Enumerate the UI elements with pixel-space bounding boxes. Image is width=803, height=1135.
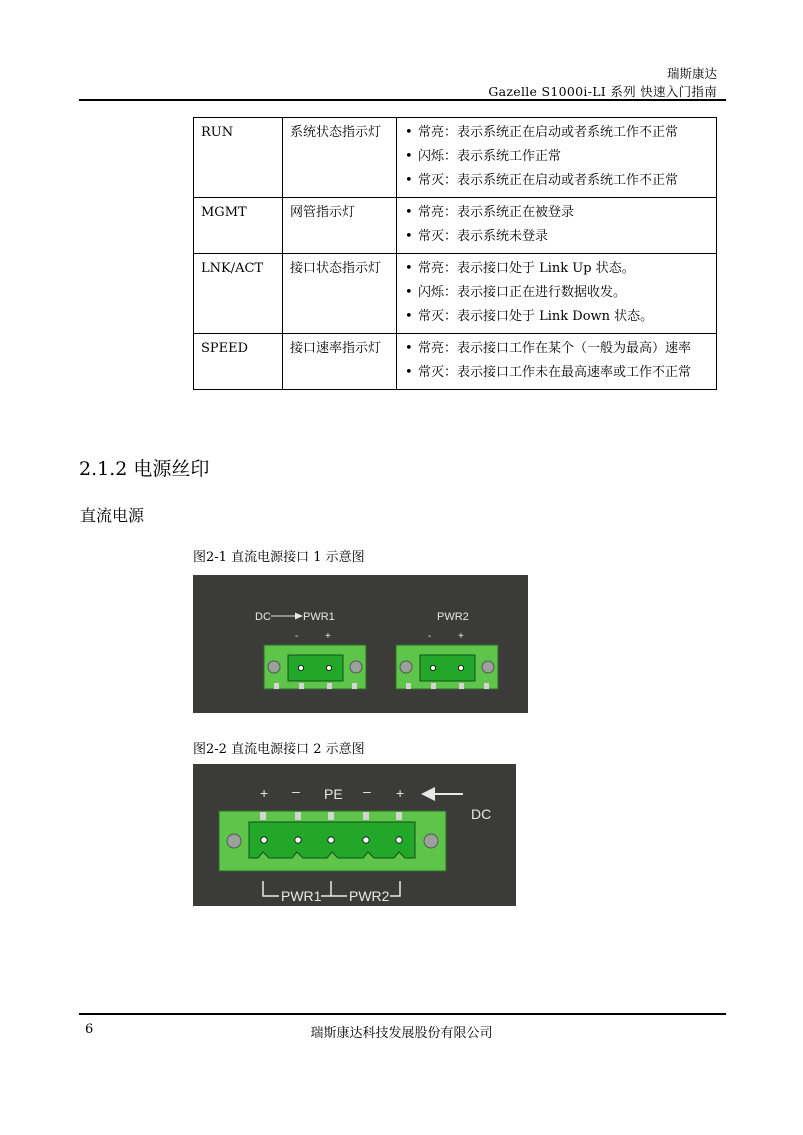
figure1-power-panel xyxy=(193,575,528,713)
fig1-pwr2-label: PWR2 xyxy=(437,611,469,623)
fig1-connector-pwr2 xyxy=(396,645,498,689)
fig1-dc-label: DC xyxy=(255,611,271,623)
indicator-states xyxy=(397,118,717,198)
state-item: • 常灭：表示接口工作未在最高速率或工作不正常 xyxy=(404,363,709,383)
figure2-diagram xyxy=(193,764,516,906)
header-doc-title: Gazelle S1000i-LI 系列 快速入门指南 xyxy=(488,84,717,99)
state-item: • 常灭：表示系统未登录 xyxy=(404,227,709,247)
footer-company: 瑞斯康达科技发展股份有限公司 xyxy=(310,1026,493,1041)
state-item: • 常亮：表示接口工作在某个（一般为最高）速率 xyxy=(404,339,709,359)
indicator-description: 接口速率指示灯 xyxy=(283,334,397,390)
state-list xyxy=(404,339,709,383)
figure2-power-panel xyxy=(193,764,516,906)
fig2-arrow-head xyxy=(421,787,435,801)
fig1-pwr1-label: PWR1 xyxy=(303,611,335,623)
fig2-pwr2-label: PWR2 xyxy=(349,888,390,904)
indicator-row xyxy=(194,118,717,198)
state-item: • 常亮：表示接口处于 Link Up 状态。 xyxy=(404,259,709,279)
fig1-minus-2: - xyxy=(428,631,432,642)
fig1-arrow-head xyxy=(295,613,303,620)
fig2-pwr2-bracket-right xyxy=(390,881,400,896)
indicator-row xyxy=(194,254,717,334)
section-title: 2.1.2 电源丝印 xyxy=(79,458,210,480)
fig1-connector-pwr1 xyxy=(264,645,366,689)
section-subtitle: 直流电源 xyxy=(80,506,145,525)
state-item: • 闪烁：表示系统工作正常 xyxy=(404,147,709,167)
fig2-pwr1-label: PWR1 xyxy=(281,888,322,904)
indicator-description: 系统状态指示灯 xyxy=(283,118,397,198)
fig2-dc-label: DC xyxy=(471,806,492,822)
indicator-row xyxy=(194,334,717,390)
fig2-connector xyxy=(219,811,446,871)
fig2-pwr1-bracket-left xyxy=(263,881,279,896)
indicator-states xyxy=(397,198,717,254)
indicator-name: RUN xyxy=(194,118,283,198)
fig2-center-bracket xyxy=(321,881,347,896)
fig2-plus-2: + xyxy=(396,785,405,801)
fig1-plus-2: + xyxy=(458,631,464,642)
state-item: • 闪烁：表示接口正在进行数据收发。 xyxy=(404,283,709,303)
state-list xyxy=(404,203,709,247)
fig2-plus-1: + xyxy=(260,785,269,801)
indicator-table xyxy=(193,117,717,390)
figure2-caption: 图2-2 直流电源接口 2 示意图 xyxy=(193,742,365,757)
indicator-name: SPEED xyxy=(194,334,283,390)
state-item: • 常灭：表示系统正在启动或者系统工作不正常 xyxy=(404,171,709,191)
figure1-caption: 图2-1 直流电源接口 1 示意图 xyxy=(193,550,365,565)
indicator-states xyxy=(397,254,717,334)
indicator-table-body xyxy=(194,118,717,390)
state-item: • 常灭：表示接口处于 Link Down 状态。 xyxy=(404,307,709,327)
indicator-row xyxy=(194,198,717,254)
indicator-states xyxy=(397,334,717,390)
fig1-minus-1: - xyxy=(295,631,299,642)
indicator-description: 接口状态指示灯 xyxy=(283,254,397,334)
state-list xyxy=(404,123,709,191)
page-number: 6 xyxy=(85,1022,94,1037)
header-rule xyxy=(79,99,726,101)
state-item: • 常亮：表示系统正在被登录 xyxy=(404,203,709,223)
footer-rule xyxy=(79,1013,726,1015)
indicator-name: LNK/ACT xyxy=(194,254,283,334)
fig1-plus-1: + xyxy=(325,631,331,642)
fig2-minus-1: – xyxy=(292,783,300,799)
figure1-diagram xyxy=(193,575,528,713)
state-item: • 常亮：表示系统正在启动或者系统工作不正常 xyxy=(404,123,709,143)
state-list xyxy=(404,259,709,327)
indicator-description: 网管指示灯 xyxy=(283,198,397,254)
fig2-minus-2: – xyxy=(363,783,371,799)
header-company: 瑞斯康达 xyxy=(666,66,717,81)
indicator-name: MGMT xyxy=(194,198,283,254)
fig2-pe-label: PE xyxy=(324,786,343,802)
